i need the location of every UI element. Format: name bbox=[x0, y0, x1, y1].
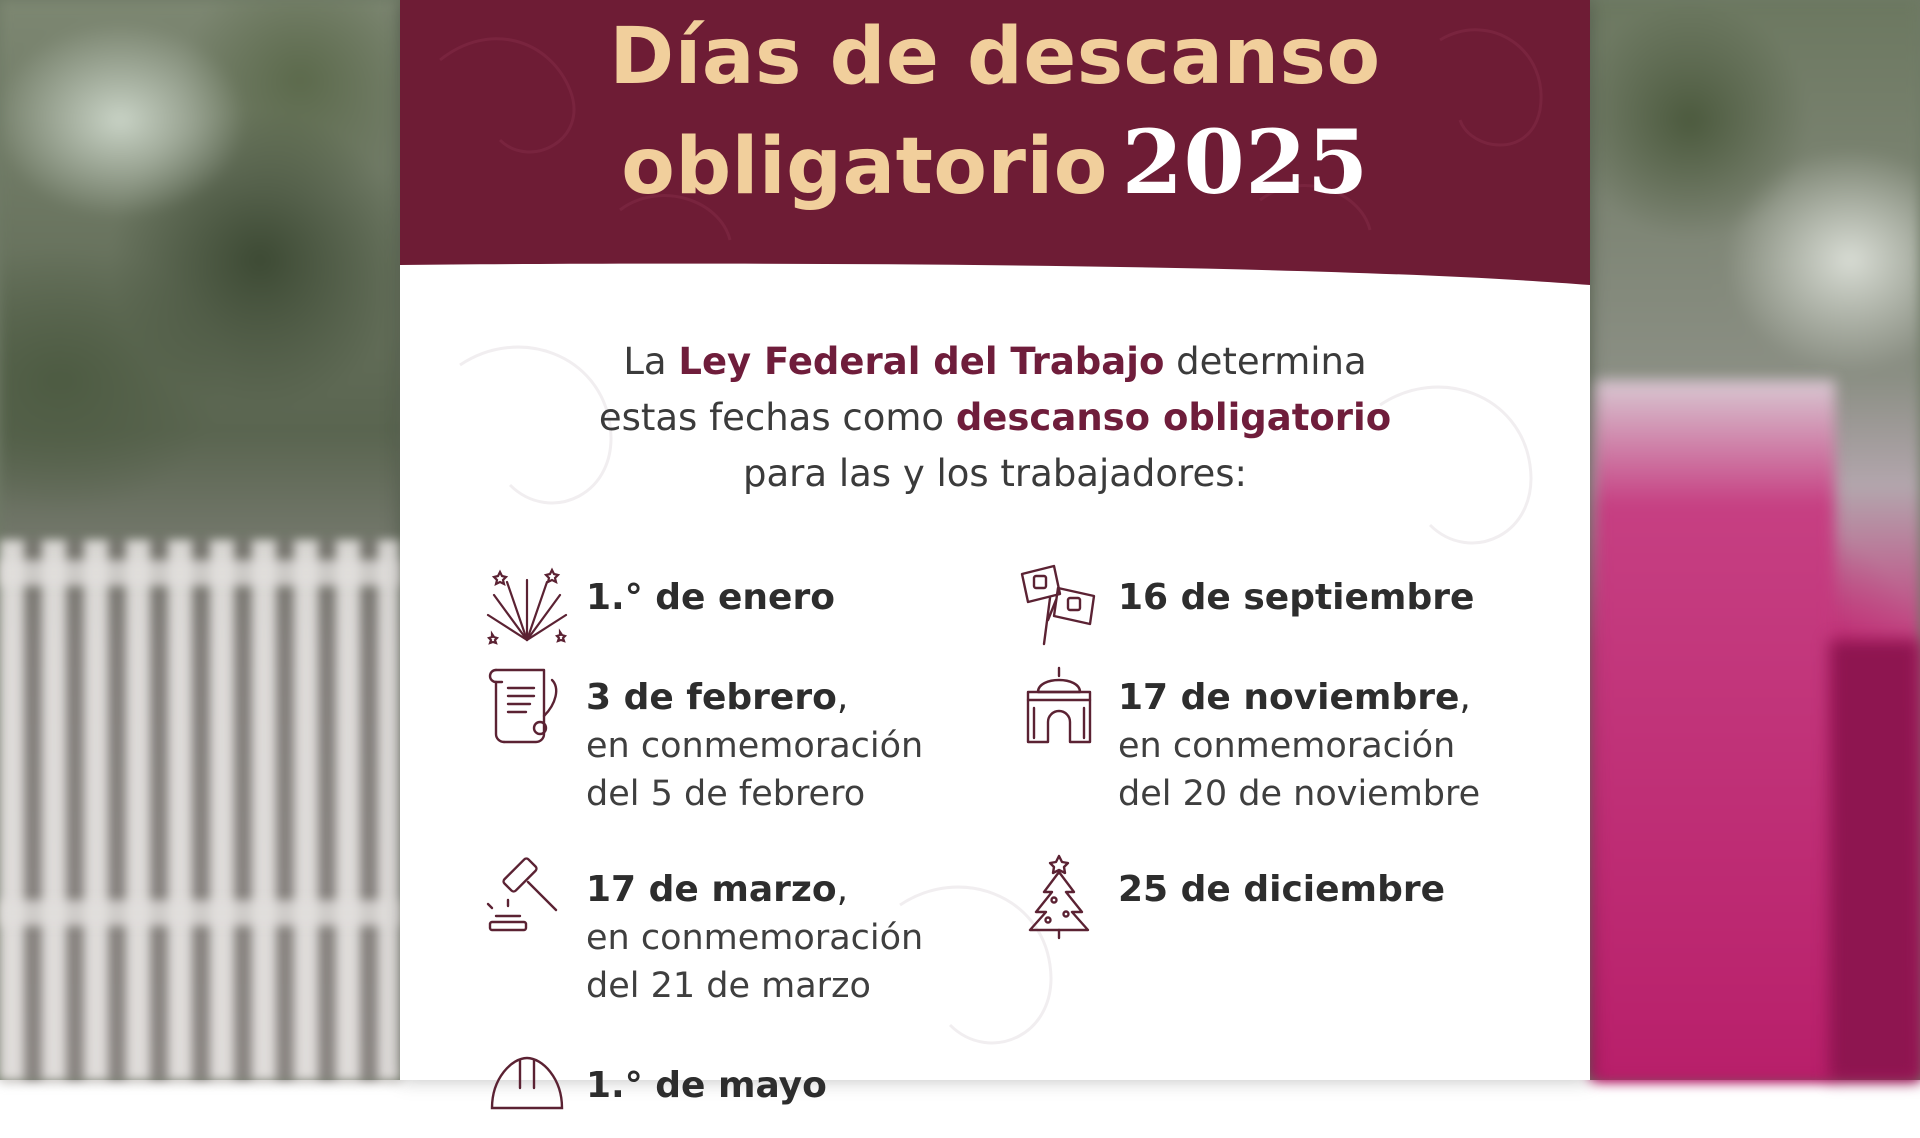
date-label bbox=[586, 866, 923, 914]
gavel-icon bbox=[482, 852, 572, 942]
intro-text: La bbox=[623, 340, 679, 383]
date-note-line1: en conmemoración bbox=[586, 918, 924, 958]
scroll-document-icon bbox=[482, 660, 572, 750]
white-fence bbox=[0, 540, 400, 1080]
date-text bbox=[586, 1062, 827, 1110]
date-label: 1.° de enero bbox=[586, 577, 835, 618]
date-note-line1: en conmemoración bbox=[1118, 726, 1456, 766]
date-suffix: , bbox=[836, 869, 849, 910]
date-label: 16 de septiembre bbox=[1118, 577, 1475, 618]
poster-title-line2 bbox=[400, 110, 1590, 214]
poster-header bbox=[400, 0, 1590, 285]
date-value: 17 de marzo bbox=[586, 869, 837, 910]
intro-line3: para las y los trabajadores: bbox=[743, 452, 1247, 495]
date-text bbox=[1118, 574, 1474, 622]
poster-title-word: obligatorio bbox=[621, 122, 1108, 212]
date-suffix: , bbox=[836, 677, 849, 718]
date-text bbox=[586, 574, 835, 622]
date-note-line2: del 5 de febrero bbox=[586, 774, 866, 814]
fireworks-icon bbox=[482, 560, 572, 650]
date-text bbox=[1118, 674, 1480, 818]
intro-paragraph bbox=[400, 334, 1590, 502]
date-text bbox=[586, 866, 923, 1010]
intro-text: estas fechas como bbox=[598, 396, 956, 439]
date-label bbox=[1118, 674, 1480, 722]
flags-icon bbox=[1014, 560, 1104, 650]
date-text bbox=[1118, 866, 1445, 914]
date-label: 1.° de mayo bbox=[586, 1065, 827, 1106]
date-value: 3 de febrero bbox=[586, 677, 837, 718]
emphasis-text: descanso obligatorio bbox=[955, 396, 1392, 439]
date-label: 25 de diciembre bbox=[1118, 869, 1446, 910]
date-note-line2: del 21 de marzo bbox=[586, 966, 871, 1006]
monument-icon bbox=[1014, 660, 1104, 750]
holiday-poster bbox=[400, 0, 1590, 1106]
pink-wall bbox=[1595, 380, 1835, 1080]
pink-wall-edge bbox=[1830, 640, 1920, 1080]
poster-year: 2025 bbox=[1121, 110, 1369, 214]
date-note-line2: del 20 de noviembre bbox=[1118, 774, 1481, 814]
christmas-tree-icon bbox=[1014, 852, 1104, 942]
date-suffix: , bbox=[1459, 677, 1471, 718]
date-value: 17 de noviembre bbox=[1118, 677, 1460, 718]
date-label bbox=[586, 674, 923, 722]
fence-rail-top bbox=[0, 560, 400, 586]
intro-line2 bbox=[400, 390, 1590, 446]
date-note-line1: en conmemoración bbox=[586, 726, 924, 766]
date-text bbox=[586, 674, 923, 818]
intro-line1 bbox=[400, 334, 1590, 390]
poster-title-line1: Días de descanso bbox=[609, 12, 1381, 102]
fence-rail-bottom bbox=[0, 900, 400, 926]
law-name: Ley Federal del Trabajo bbox=[678, 340, 1165, 383]
helmet-icon bbox=[482, 1048, 572, 1138]
intro-text: determina bbox=[1164, 340, 1367, 383]
